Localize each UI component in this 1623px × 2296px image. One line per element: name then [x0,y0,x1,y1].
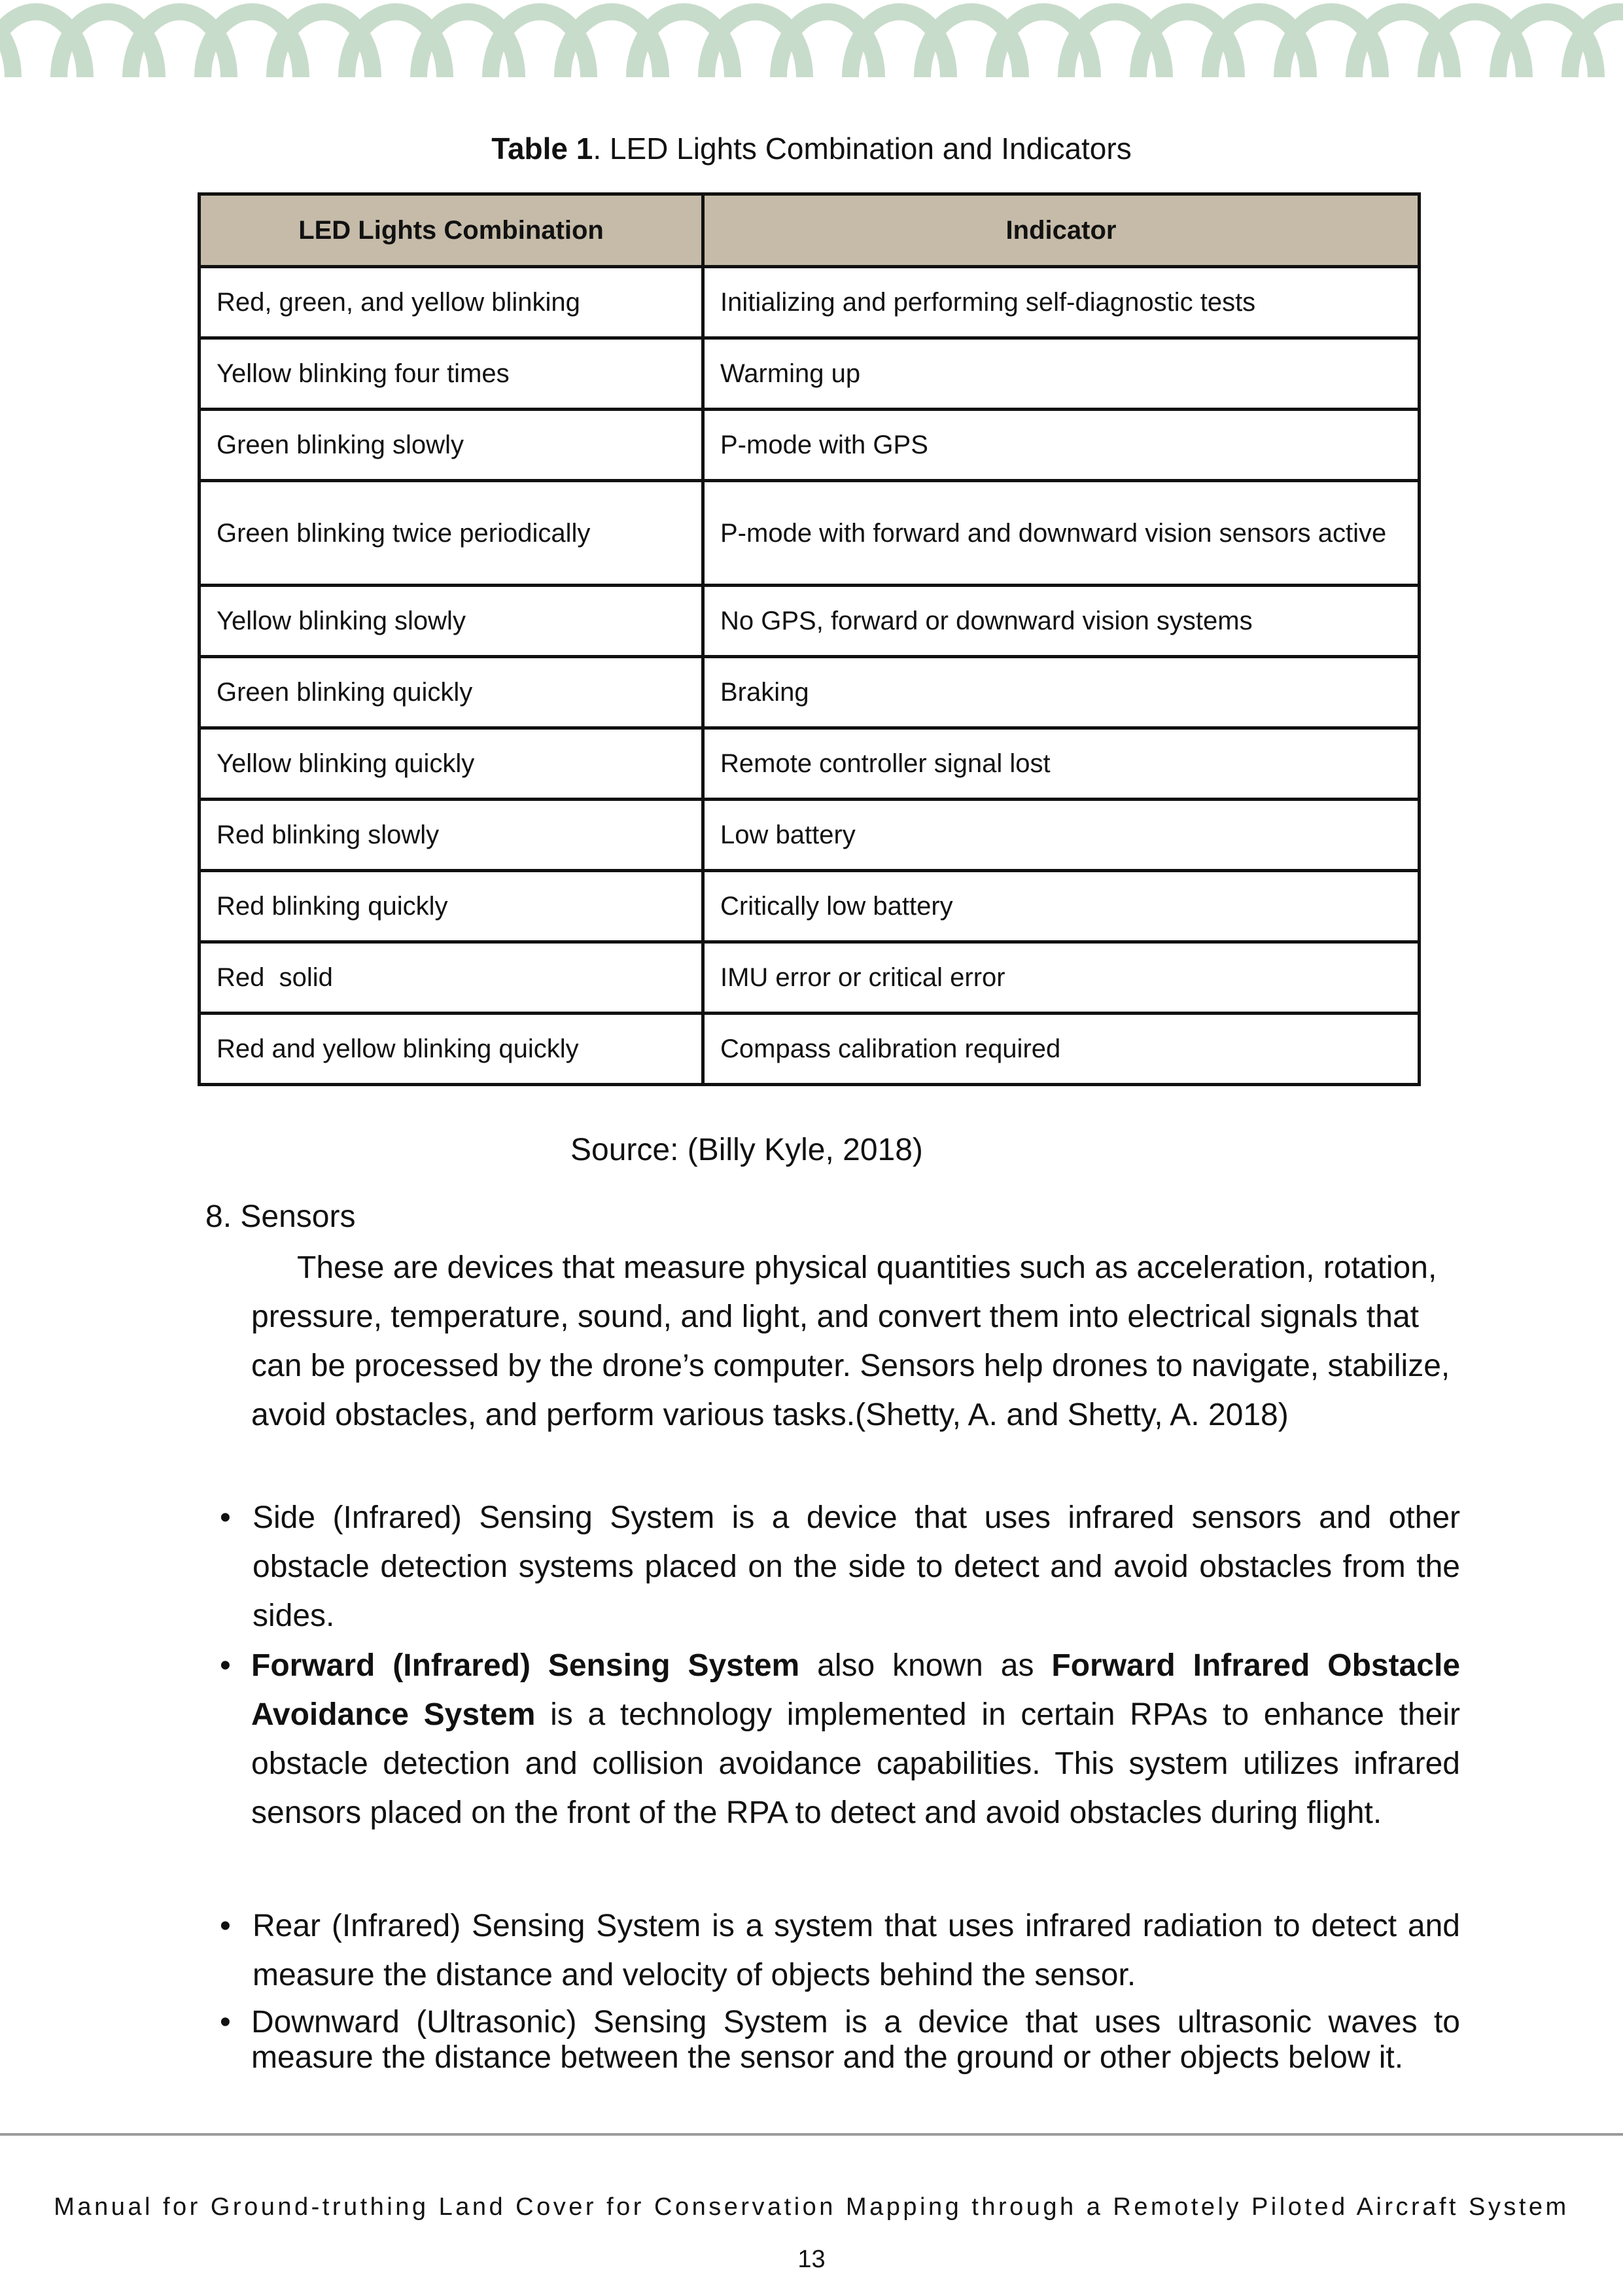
table-cell-indicator: P-mode with forward and downward vision sensors active [703,481,1420,586]
table-row [200,586,1420,657]
bullet-downward-sensing [220,2005,1460,2075]
bullet-forward-term: Forward (Infrared) Sensing System [251,1648,800,1683]
table-cell-indicator: Braking [703,657,1420,728]
table-cell-indicator: IMU error or critical error [703,942,1420,1014]
footer-divider [0,2133,1623,2136]
table-cell-combination: Green blinking slowly [200,410,703,481]
page-number: 13 [797,2246,826,2273]
table-row [200,1014,1420,1085]
table-cell-indicator: No GPS, forward or downward vision systems [703,586,1420,657]
bullet-forward-term2: Forward Infrared Obstacle Avoidance System [251,1648,1461,1732]
table-row [200,657,1420,728]
table-cell-combination: Red solid [200,942,703,1014]
bullet-rear-term: Rear (Infrared) Sensing System [253,1909,701,1943]
bullet-side-sensing [220,1493,1460,1640]
table-caption-text: . LED Lights Combination and Indicators [593,132,1132,166]
section-heading: 8. Sensors [205,1199,356,1234]
bullet-side-term: Side (Infrared) Sensing System [253,1500,715,1535]
table-row [200,800,1420,871]
table-row [200,267,1420,338]
bullet-forward-sensing [220,1641,1460,1837]
bullet-dot-icon: • [220,1648,231,1683]
table-header-row [200,194,1420,267]
bullet-dot-icon: • [220,2005,231,2040]
table-row [200,728,1420,800]
column-header-indicator: Indicator [703,194,1420,267]
bullet-dot-icon: • [220,1909,231,1943]
table-cell-combination: Green blinking quickly [200,657,703,728]
section-paragraph [251,1243,1455,1439]
table-row [200,338,1420,410]
table-cell-indicator: Critically low battery [703,871,1420,942]
table-cell-combination: Green blinking twice periodically [200,481,703,586]
bullet-downward-term: Downward (Ultrasonic) Sensing System [251,2005,828,2040]
table-cell-indicator: P-mode with GPS [703,410,1420,481]
decorative-arch-banner [0,0,1623,77]
bullet-rear-text: is a system that uses infrared radiation to detect and measure the distance and velocity of objects behind the sensor. [253,1909,1460,1992]
table-row [200,871,1420,942]
table-cell-indicator: Initializing and performing self-diagnostic tests [703,267,1420,338]
led-lights-table [198,192,1421,1086]
bullet-forward-mid: also known as [799,1648,1052,1683]
table-cell-combination: Red blinking quickly [200,871,703,942]
table-cell-combination: Yellow blinking slowly [200,586,703,657]
bullet-side-text: is a device that uses infrared sensors and other obstacle detection systems placed on the side to detect and avoid obstacles from the sides. [253,1500,1460,1633]
table-row [200,481,1420,586]
table-cell-combination: Yellow blinking four times [200,338,703,410]
table-caption [0,131,1623,166]
bullet-rear-sensing [220,1901,1460,2000]
table-cell-combination: Red, green, and yellow blinking [200,267,703,338]
table-caption-label: Table 1 [491,132,593,166]
bullet-downward-text: is a device that uses ultrasonic waves to measure the distance between the sensor and the ground or other objects below it. [251,2005,1461,2075]
table-cell-indicator: Warming up [703,338,1420,410]
bullet-forward-text: is a technology implemented in certain RPAs to enhance their obstacle detection and collision avoidance capabilities. This system utilizes infrared sensors placed on the front of the RPA to detect and avoid obstacles during flight. [251,1697,1460,1830]
table-cell-combination: Yellow blinking quickly [200,728,703,800]
table-cell-combination: Red and yellow blinking quickly [200,1014,703,1085]
section-paragraph-text: These are devices that measure physical quantities such as acceleration, rotation, pressure, temperature, sound, and light, and convert them into electrical signals that can be processed by the drone’s computer. Sensors help drones to navigate, stabilize, avoid obstacles, and perform various tasks.(Shetty, A. and Shetty, A. 2018) [251,1250,1450,1432]
table-cell-combination: Red blinking slowly [200,800,703,871]
table-row [200,942,1420,1014]
bullet-dot-icon: • [220,1500,231,1535]
table-cell-indicator: Low battery [703,800,1420,871]
table-cell-indicator: Remote controller signal lost [703,728,1420,800]
footer-title: Manual for Ground-truthing Land Cover for Conservation Mapping through a Remotely Piloted Aircraft System [54,2193,1569,2221]
table-source: Source: (Billy Kyle, 2018) [570,1133,923,1167]
table-row [200,410,1420,481]
column-header-combination: LED Lights Combination [200,194,703,267]
table-cell-indicator: Compass calibration required [703,1014,1420,1085]
